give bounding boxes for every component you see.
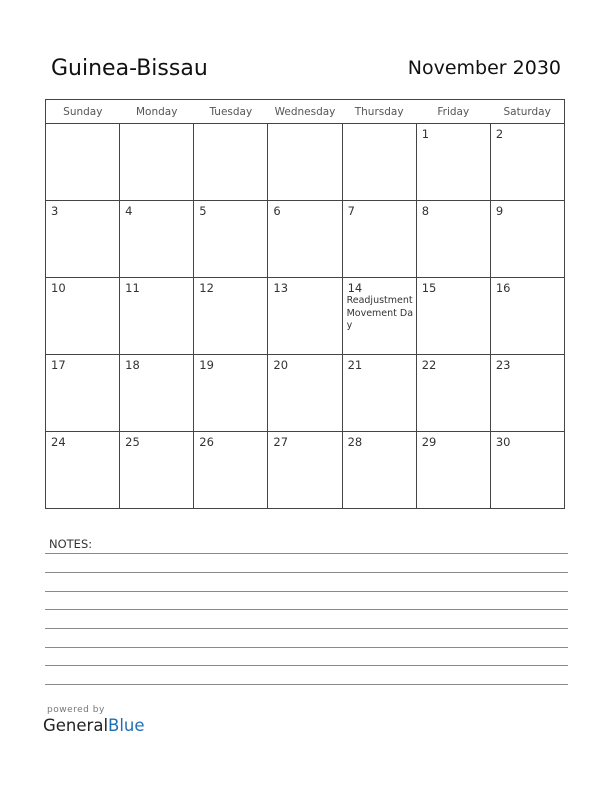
day-number: 15 — [421, 281, 437, 295]
day-number: 29 — [421, 435, 437, 449]
calendar-grid — [45, 99, 565, 509]
day-number: 26 — [199, 435, 214, 449]
powered-by-text: powered by — [47, 705, 105, 715]
day-number: 11 — [125, 281, 140, 295]
note-line — [45, 684, 568, 685]
calendar-day-cell — [46, 278, 120, 355]
calendar-day-cell — [416, 201, 490, 278]
calendar-day-cell — [46, 201, 120, 278]
day-number — [46, 124, 119, 127]
calendar-day-cell — [490, 278, 564, 355]
calendar-week-row — [46, 201, 565, 278]
calendar-day-cell — [416, 278, 490, 355]
day-number: 20 — [273, 358, 289, 372]
day-number: 8 — [421, 204, 430, 218]
calendar-day-cell — [268, 278, 342, 355]
country-title: Guinea-Bissau — [51, 56, 208, 81]
note-line — [45, 647, 568, 648]
calendar-week-row — [46, 278, 565, 355]
day-number: 24 — [51, 435, 66, 449]
calendar-day-cell — [194, 355, 268, 432]
day-number: 3 — [51, 204, 59, 218]
weekday-monday: Monday — [120, 100, 194, 124]
brand-blue: Blue — [108, 716, 145, 735]
calendar-week-row — [46, 432, 565, 509]
weekday-tuesday: Tuesday — [194, 100, 268, 124]
note-line — [45, 572, 568, 573]
note-line — [45, 553, 568, 554]
calendar-day-cell — [194, 201, 268, 278]
calendar-day-cell — [46, 432, 120, 509]
day-number: 22 — [421, 358, 437, 372]
day-number: 16 — [495, 281, 511, 295]
day-number: 12 — [199, 281, 214, 295]
day-number — [343, 124, 416, 127]
note-line — [45, 609, 568, 610]
day-number — [120, 124, 193, 127]
day-number: 13 — [273, 281, 289, 295]
day-number: 4 — [125, 204, 133, 218]
note-line — [45, 591, 568, 592]
calendar-week-row — [46, 355, 565, 432]
calendar-week-row — [46, 124, 565, 201]
calendar-day-cell — [194, 432, 268, 509]
day-number: 9 — [495, 204, 504, 218]
calendar-day-cell — [120, 201, 194, 278]
calendar-day-cell — [416, 355, 490, 432]
day-number: 19 — [199, 358, 214, 372]
day-number: 10 — [51, 281, 66, 295]
notes-label: NOTES: — [49, 537, 93, 551]
calendar-day-cell — [490, 355, 564, 432]
calendar-day-cell — [46, 355, 120, 432]
day-number: 6 — [273, 204, 281, 218]
calendar-day-cell — [268, 432, 342, 509]
day-number: 18 — [125, 358, 140, 372]
day-number: 5 — [199, 204, 207, 218]
weekday-thursday: Thursday — [342, 100, 416, 124]
calendar-day-cell — [268, 355, 342, 432]
day-number: 17 — [51, 358, 66, 372]
day-number: 25 — [125, 435, 140, 449]
calendar-day-cell — [490, 432, 564, 509]
calendar-day-cell — [490, 201, 564, 278]
day-number: 1 — [421, 127, 430, 141]
day-number: 14 — [347, 281, 363, 295]
day-number: 30 — [495, 435, 511, 449]
calendar-day-cell — [120, 124, 194, 201]
day-number: 21 — [347, 358, 363, 372]
calendar-day-cell — [120, 432, 194, 509]
generalblue-logo[interactable] — [43, 716, 145, 735]
calendar-day-cell — [120, 278, 194, 355]
day-number: 28 — [347, 435, 363, 449]
day-number: 2 — [495, 127, 504, 141]
calendar-day-cell — [490, 124, 564, 201]
weekday-saturday: Saturday — [490, 100, 564, 124]
calendar-day-cell — [342, 355, 416, 432]
calendar-day-cell — [46, 124, 120, 201]
calendar-day-cell — [194, 278, 268, 355]
calendar-day-cell — [416, 124, 490, 201]
calendar-day-cell — [194, 124, 268, 201]
note-line — [45, 665, 568, 666]
day-number — [268, 124, 341, 127]
day-number — [194, 124, 267, 127]
holiday-label: Readjustment Movement Day — [346, 295, 414, 331]
calendar-day-cell — [268, 201, 342, 278]
calendar-day-cell — [342, 278, 416, 355]
month-year-title: November 2030 — [407, 57, 561, 79]
calendar-day-cell — [342, 432, 416, 509]
weekday-friday: Friday — [416, 100, 490, 124]
day-number: 7 — [347, 204, 355, 218]
calendar-day-cell — [342, 201, 416, 278]
calendar-day-cell — [268, 124, 342, 201]
calendar-day-cell — [342, 124, 416, 201]
note-line — [45, 628, 568, 629]
calendar-day-cell — [120, 355, 194, 432]
weekday-wednesday: Wednesday — [268, 100, 342, 124]
day-number: 23 — [495, 358, 511, 372]
brand-general: General — [43, 716, 109, 735]
weekday-header-row — [46, 100, 565, 124]
weekday-sunday: Sunday — [46, 100, 120, 124]
calendar-day-cell — [416, 432, 490, 509]
day-number: 27 — [273, 435, 289, 449]
